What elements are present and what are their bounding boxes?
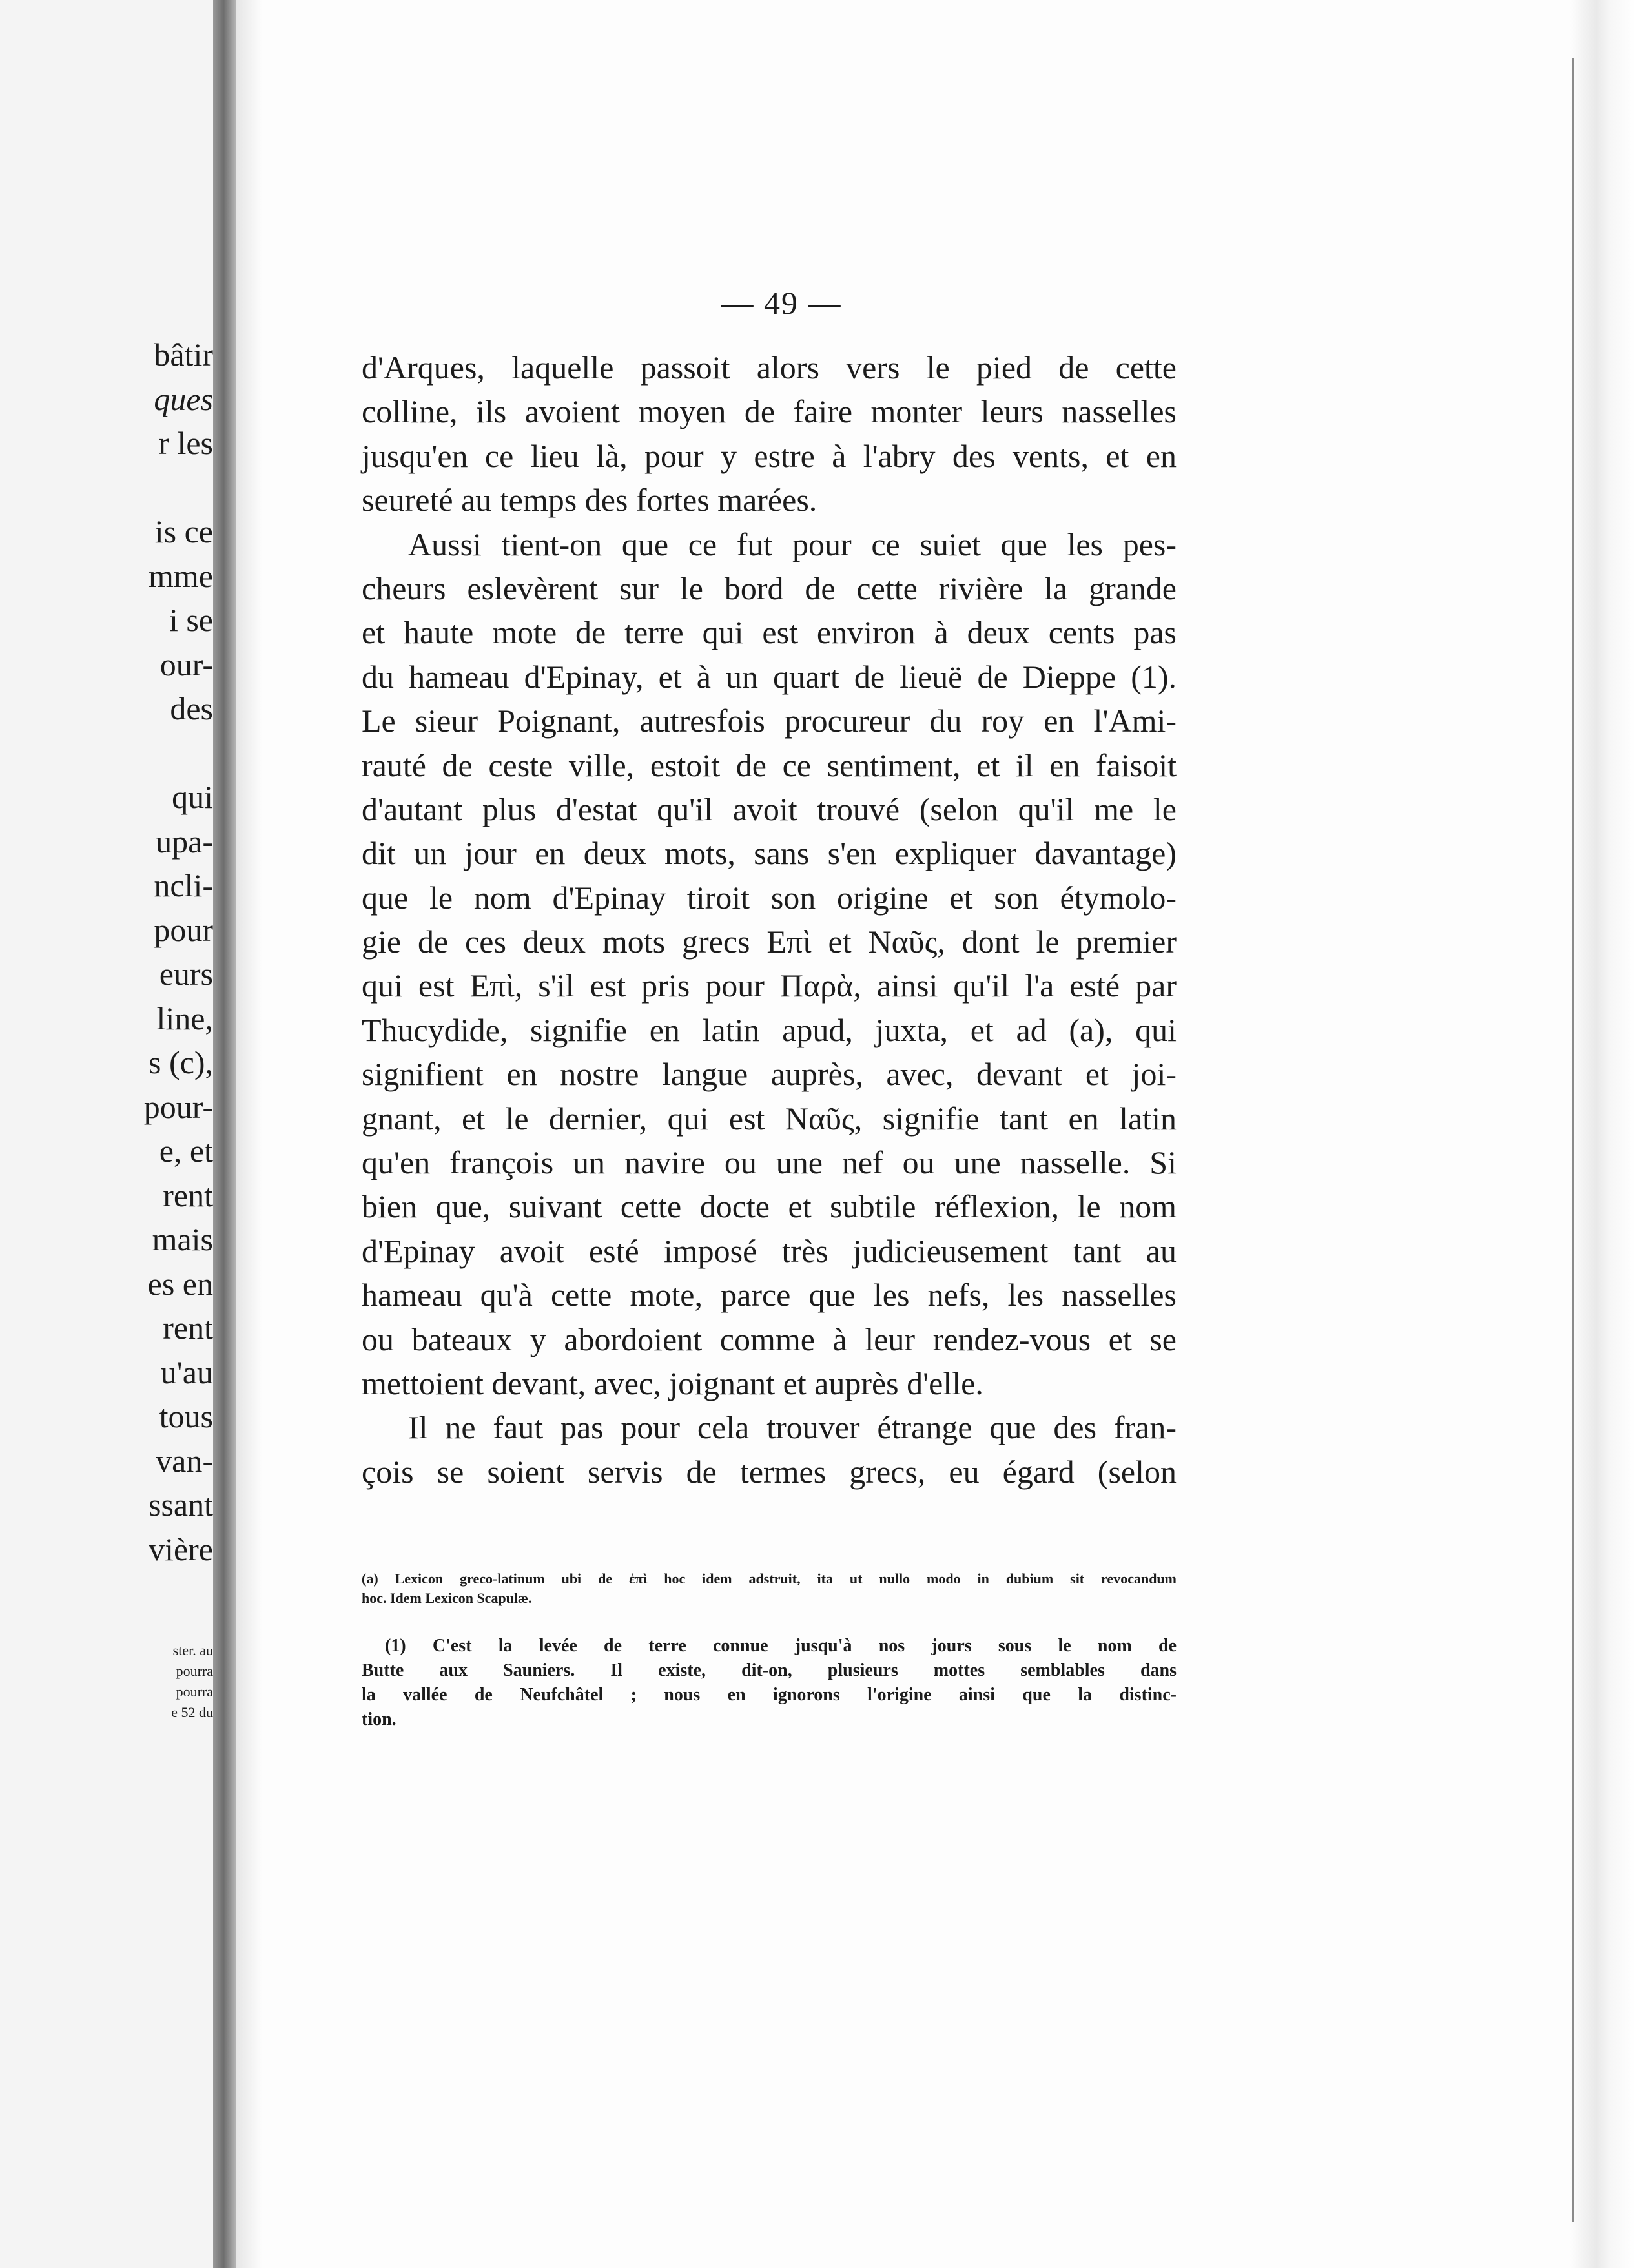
text-line: gie de ces deux mots grecs Επὶ et Ναῦς, dont le premier: [362, 923, 1177, 960]
left-fragment: mme: [149, 557, 213, 594]
left-fragment: eurs: [159, 956, 213, 992]
left-fragment: [58, 466, 213, 510]
left-fragment: mais: [152, 1221, 213, 1257]
text-line: jusqu'en ce lieu là, pour y estre à l'abry des vents, et en: [362, 437, 1177, 474]
text-line: du hameau d'Epinay, et à un quart de lieuë de Dieppe (1).: [362, 658, 1177, 695]
footnote-line: (1) C'est la levée de terre connue jusqu'à nos jours sous le nom de: [385, 1636, 1177, 1656]
footnote-line: hoc. Idem Lexicon Scapulæ.: [362, 1590, 532, 1606]
text-line: dit un jour en deux mots, sans s'en expliquer davantage): [362, 835, 1177, 872]
left-page-text: [58, 333, 213, 1571]
text-line: que le nom d'Epinay tiroit son origine et son étymolo-: [362, 879, 1177, 916]
text-line: qui est Επὶ, s'il est pris pour Παρὰ, ainsi qu'il l'a esté par: [362, 967, 1177, 1004]
text-line: gnant, et le dernier, qui est Ναῦς, signifie tant en latin: [362, 1100, 1177, 1137]
left-fragment: i se: [169, 602, 213, 638]
text-line: d'Arques, laquelle passoit alors vers le pied de cette: [362, 349, 1177, 386]
footnote-line: Butte aux Sauniers. Il existe, dit-on, plusieurs mottes semblables dans: [362, 1660, 1177, 1680]
text-line: rauté de ceste ville, estoit de ce sentiment, et il en faisoit: [362, 747, 1177, 783]
left-fragment: r les: [158, 425, 213, 461]
text-line: Aussi tient-on que ce fut pour ce suiet que les pes-: [408, 526, 1177, 562]
footnote-1: [362, 1634, 1177, 1732]
left-fragment: is ce: [154, 513, 213, 550]
text-line: colline, ils avoient moyen de faire monter leurs nasselles: [362, 393, 1177, 430]
left-fragment: s (c),: [149, 1044, 213, 1080]
text-line: hameau qu'à cette mote, parce que les nefs, les nasselles: [362, 1277, 1177, 1314]
text-line: çois se soient servis de termes grecs, eu égard (selon: [362, 1453, 1177, 1490]
left-note-fragment: ster. au: [172, 1642, 213, 1658]
left-fragment: pour: [154, 911, 213, 948]
text-line: Thucydide, signifie en latin apud, juxta, et ad (a), qui: [362, 1011, 1177, 1048]
text-line: et haute mote de terre qui est environ à deux cents pas: [362, 614, 1177, 651]
left-fragment: ques: [154, 380, 213, 417]
page-edge-line: [1572, 58, 1574, 2222]
left-fragment: u'au: [160, 1354, 213, 1390]
body-text: [362, 345, 1177, 1494]
text-line: bien que, suivant cette docte et subtile réflexion, le nom: [362, 1188, 1177, 1225]
left-fragment: es en: [147, 1265, 213, 1302]
text-line: cheurs eslevèrent sur le bord de cette rivière la grande: [362, 570, 1177, 606]
left-page-notes: [84, 1640, 213, 1723]
left-fragment: line,: [156, 1000, 213, 1036]
left-fragment: tous: [159, 1398, 213, 1434]
footnote-line: (a) Lexicon greco-latinum ubi de ἐπὶ hoc idem adstruit, ita ut nullo modo in dubium sit revocandum: [362, 1571, 1177, 1587]
page-number: — 49 —: [721, 285, 842, 321]
left-fragment: [58, 731, 213, 776]
footnote-line: la vallée de Neufchâtel ; nous en ignorons l'origine ainsi que la distinc-: [362, 1685, 1177, 1705]
left-fragment: rent: [163, 1177, 213, 1213]
book-gutter: [213, 0, 236, 2268]
left-fragment: rent: [163, 1310, 213, 1346]
text-line: d'autant plus d'estat qu'il avoit trouvé (selon qu'il me le: [362, 790, 1177, 827]
text-line: ou bateaux y abordoient comme à leur rendez-vous et se: [362, 1321, 1177, 1357]
left-note-fragment: pourra: [176, 1684, 213, 1700]
footnote-line: tion.: [362, 1709, 396, 1729]
left-fragment: e, et: [159, 1133, 213, 1169]
left-fragment: vière: [149, 1531, 213, 1567]
gutter-shadow: [236, 0, 262, 2268]
left-fragment: pour-: [143, 1088, 213, 1125]
left-note-fragment: pourra: [176, 1663, 213, 1679]
left-fragment: upa-: [156, 823, 213, 860]
text-line: signifient en nostre langue auprès, avec, devant et joi-: [362, 1056, 1177, 1093]
text-line: d'Epinay avoit esté imposé très judicieusement tant au: [362, 1232, 1177, 1269]
left-fragment: des: [170, 690, 213, 727]
left-fragment: ncli-: [154, 867, 213, 903]
left-fragment: van-: [156, 1442, 213, 1479]
text-line: seureté au temps des fortes marées.: [362, 482, 818, 519]
left-fragment: our-: [159, 646, 213, 683]
left-fragment: ssant: [149, 1487, 213, 1523]
text-line: qu'en françois un navire ou une nef ou une nasselle. Si: [362, 1144, 1177, 1181]
text-line: Il ne faut pas pour cela trouver étrange que des fran-: [408, 1409, 1177, 1446]
text-line: Le sieur Poignant, autresfois procureur du roy en l'Ami-: [362, 703, 1177, 739]
page-edge: [1570, 0, 1635, 2268]
footnote-a: [362, 1569, 1177, 1608]
left-note-fragment: e 52 du: [171, 1704, 213, 1720]
left-fragment: bâtir: [154, 336, 213, 373]
text-line: mettoient devant, avec, joignant et auprès d'elle.: [362, 1365, 983, 1401]
left-page-fragment: [0, 0, 213, 2268]
left-fragment: qui: [172, 779, 213, 815]
